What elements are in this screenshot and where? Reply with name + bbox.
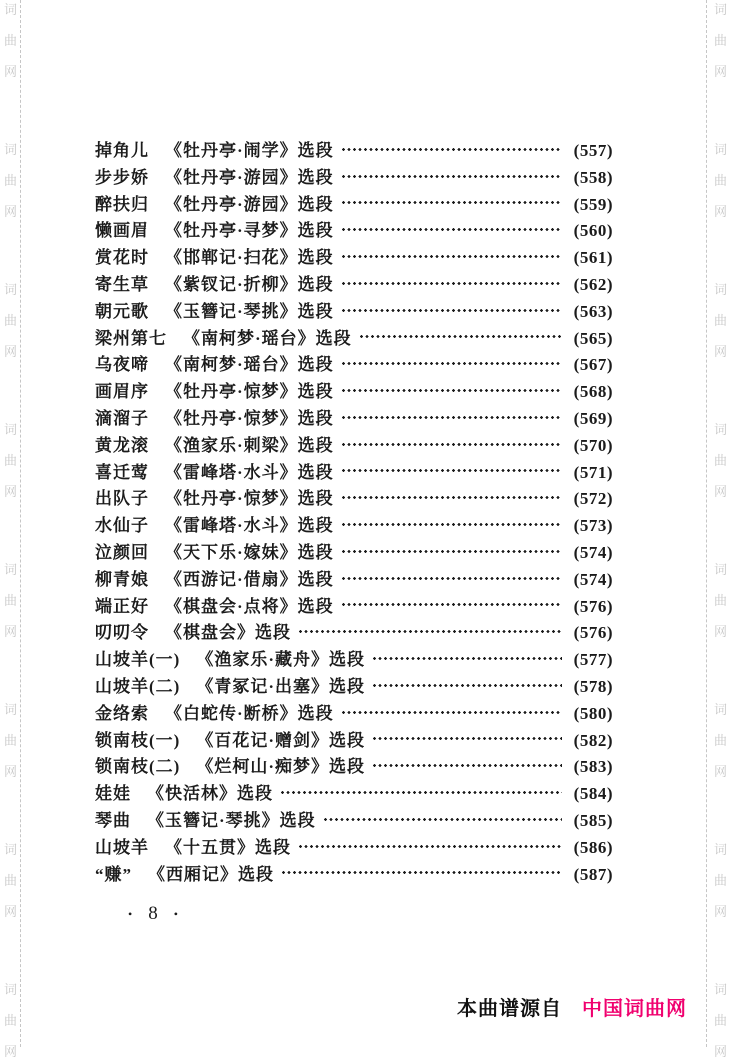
page-number: (558) <box>573 167 613 187</box>
toc-entry <box>95 243 613 270</box>
page-number: (572) <box>573 489 613 509</box>
page-number: (565) <box>573 328 613 348</box>
source-title: 《牡丹亭·游园》选段 <box>165 194 334 214</box>
toc-entry <box>95 645 613 672</box>
toc-entry <box>95 806 613 833</box>
source-title: 《十五贯》选段 <box>165 837 291 857</box>
toc-list <box>95 136 613 886</box>
dot-leader <box>341 280 562 287</box>
tune-name: 出队子 <box>95 489 149 509</box>
watermark-text: 词 <box>4 2 18 17</box>
tune-name: 山坡羊 <box>95 837 149 857</box>
watermark-column-right <box>708 0 730 1059</box>
tune-name: 寄生草 <box>95 274 149 294</box>
watermark-text: 曲 <box>4 173 18 188</box>
toc-entry <box>95 726 613 753</box>
tune-name: 柳青娘 <box>95 569 149 589</box>
toc-entry <box>95 699 613 726</box>
watermark-text: 词 <box>714 982 728 997</box>
tune-name: 锁南枝(一) <box>95 730 181 750</box>
watermark-text: 网 <box>714 344 728 359</box>
watermark-text: 词 <box>714 142 728 157</box>
dot-leader <box>341 146 562 153</box>
source-title: 《玉簪记·琴挑》选段 <box>165 301 334 321</box>
toc-entry <box>95 833 613 860</box>
source-title: 《牡丹亭·闹学》选段 <box>165 141 334 160</box>
page-number: (569) <box>573 408 613 428</box>
watermark-text: 网 <box>4 764 18 779</box>
left-dashed-divider <box>20 0 21 1047</box>
dot-leader <box>341 709 562 716</box>
toc-entry <box>95 458 613 485</box>
tune-name: 乌夜啼 <box>95 355 149 375</box>
page-number: (560) <box>573 221 613 241</box>
watermark-text: 词 <box>4 422 18 437</box>
page-number: (585) <box>573 810 613 830</box>
tune-name: 水仙子 <box>95 516 149 536</box>
toc-entry <box>95 136 613 163</box>
dot-leader <box>341 360 562 367</box>
watermark-text: 词 <box>4 142 18 157</box>
tune-name: 黄龙滚 <box>95 435 149 455</box>
source-title: 《玉簪记·琴挑》选段 <box>147 810 316 830</box>
page-number: (584) <box>573 784 613 804</box>
source-title: 《紫钗记·折柳》选段 <box>165 274 334 294</box>
dot-leader <box>341 441 562 448</box>
toc-entry <box>95 431 613 458</box>
toc-entry <box>95 297 613 324</box>
source-title: 《牡丹亭·惊梦》选段 <box>165 408 334 428</box>
watermark-text: 曲 <box>714 1013 728 1028</box>
source-title: 《西厢记》选段 <box>148 864 274 884</box>
toc-entry <box>95 324 613 351</box>
watermark-column-left <box>0 0 22 1059</box>
credit-prefix: 本曲谱源自 <box>457 998 562 1020</box>
dot-leader <box>298 843 562 850</box>
page-number: (570) <box>573 435 613 455</box>
page-number: (573) <box>573 516 613 536</box>
dot-leader <box>341 414 562 421</box>
source-title: 《雷峰塔·水斗》选段 <box>165 462 334 482</box>
page-number: (577) <box>573 650 613 670</box>
toc-entry <box>95 511 613 538</box>
toc-entry <box>95 672 613 699</box>
page-number: (561) <box>573 248 613 268</box>
source-title: 《西游记·借扇》选段 <box>165 569 334 589</box>
watermark-text: 曲 <box>4 1013 18 1028</box>
watermark-text: 词 <box>714 422 728 437</box>
dot-leader <box>372 762 562 769</box>
tune-name: 步步娇 <box>95 167 149 187</box>
dot-leader <box>341 173 562 180</box>
watermark-text: 曲 <box>714 873 728 888</box>
watermark-text: 词 <box>4 982 18 997</box>
tune-name: 叨叨令 <box>95 623 149 643</box>
source-title: 《棋盘会》选段 <box>165 623 291 643</box>
watermark-text: 曲 <box>714 593 728 608</box>
page-number: (568) <box>573 382 613 402</box>
toc-entry <box>95 779 613 806</box>
dot-leader <box>341 199 562 206</box>
page-number: (578) <box>573 676 613 696</box>
watermark-text: 词 <box>714 2 728 17</box>
dot-leader <box>323 816 562 823</box>
tune-name: 山坡羊(二) <box>95 676 181 696</box>
page-number: (583) <box>573 757 613 777</box>
toc-entry <box>95 860 613 887</box>
source-title: 《棋盘会·点将》选段 <box>165 596 334 616</box>
page-number: (567) <box>573 355 613 375</box>
watermark-text: 曲 <box>714 453 728 468</box>
folio <box>128 903 178 925</box>
toc-entry <box>95 350 613 377</box>
watermark-text: 网 <box>714 904 728 919</box>
dot-leader <box>341 601 562 608</box>
source-title: 《南柯梦·瑶台》选段 <box>165 355 334 375</box>
dot-leader <box>341 387 562 394</box>
credit-site-name: 中国词曲网 <box>582 998 687 1020</box>
watermark-text: 曲 <box>4 33 18 48</box>
watermark-text: 网 <box>714 1044 728 1059</box>
toc-entry <box>95 618 613 645</box>
watermark-text: 词 <box>714 702 728 717</box>
tune-name: 金络索 <box>95 703 149 723</box>
folio-left-dot: • <box>128 906 133 921</box>
toc-entry <box>95 190 613 217</box>
dot-leader <box>280 789 562 796</box>
dot-leader <box>372 655 562 662</box>
page-number: (557) <box>573 141 613 160</box>
source-title: 《邯郸记·扫花》选段 <box>165 248 334 268</box>
source-title: 《白蛇传·断桥》选段 <box>165 703 334 723</box>
page-number: (574) <box>573 542 613 562</box>
tune-name: 梁州第七 <box>95 328 167 348</box>
dot-leader <box>359 333 562 340</box>
dot-leader <box>372 735 562 742</box>
page-number: (574) <box>573 569 613 589</box>
tune-name: 醉扶归 <box>95 194 149 214</box>
tune-name: 掉角儿 <box>95 141 149 160</box>
toc-entry <box>95 377 613 404</box>
source-title: 《渔家乐·藏舟》选段 <box>196 650 365 670</box>
toc-entry <box>95 216 613 243</box>
right-dashed-divider <box>706 0 707 1047</box>
watermark-text: 曲 <box>4 313 18 328</box>
dot-leader <box>341 467 562 474</box>
tune-name: 懒画眉 <box>95 221 149 241</box>
tune-name: 画眉序 <box>95 382 149 402</box>
watermark-text: 曲 <box>714 313 728 328</box>
page-number: (580) <box>573 703 613 723</box>
watermark-text: 网 <box>4 624 18 639</box>
source-title: 《快活林》选段 <box>147 784 273 804</box>
watermark-text: 网 <box>714 204 728 219</box>
watermark-text: 曲 <box>714 33 728 48</box>
watermark-text: 词 <box>714 562 728 577</box>
tune-name: 山坡羊(一) <box>95 650 181 670</box>
dot-leader <box>341 253 562 260</box>
tune-name: “赚” <box>95 864 132 884</box>
folio-number: 8 <box>148 903 158 924</box>
dot-leader <box>281 869 562 876</box>
tune-name: 赏花时 <box>95 248 149 268</box>
watermark-text: 词 <box>714 842 728 857</box>
watermark-text: 曲 <box>714 733 728 748</box>
watermark-text: 网 <box>4 904 18 919</box>
watermark-text: 曲 <box>4 733 18 748</box>
page-number: (559) <box>573 194 613 214</box>
toc-entry <box>95 538 613 565</box>
folio-right-dot: • <box>173 906 178 921</box>
dot-leader <box>341 494 562 501</box>
dot-leader <box>341 521 562 528</box>
page-number: (587) <box>573 864 613 884</box>
tune-name: 锁南枝(二) <box>95 757 181 777</box>
page-number: (563) <box>573 301 613 321</box>
source-title: 《百花记·赠剑》选段 <box>196 730 365 750</box>
toc-entry <box>95 484 613 511</box>
watermark-text: 词 <box>4 282 18 297</box>
source-title: 《渔家乐·刺梁》选段 <box>165 435 334 455</box>
tune-name: 滴溜子 <box>95 408 149 428</box>
page-number: (576) <box>573 596 613 616</box>
watermark-text: 网 <box>714 764 728 779</box>
dot-leader <box>341 575 562 582</box>
tune-name: 娃娃 <box>95 784 131 804</box>
source-title: 《牡丹亭·寻梦》选段 <box>165 221 334 241</box>
toc-entry <box>95 270 613 297</box>
toc-entry <box>95 592 613 619</box>
watermark-text: 网 <box>4 204 18 219</box>
tune-name: 朝元歌 <box>95 301 149 321</box>
watermark-text: 词 <box>4 842 18 857</box>
toc-entry <box>95 752 613 779</box>
watermark-text: 网 <box>714 484 728 499</box>
source-title: 《雷峰塔·水斗》选段 <box>165 516 334 536</box>
watermark-text: 网 <box>4 64 18 79</box>
dot-leader <box>372 682 562 689</box>
source-title: 《牡丹亭·游园》选段 <box>165 167 334 187</box>
watermark-text: 词 <box>714 282 728 297</box>
source-title: 《牡丹亭·惊梦》选段 <box>165 382 334 402</box>
dot-leader <box>341 226 562 233</box>
page-number: (576) <box>573 623 613 643</box>
tune-name: 泣颜回 <box>95 542 149 562</box>
source-title: 《青冢记·出塞》选段 <box>196 676 365 696</box>
source-title: 《牡丹亭·惊梦》选段 <box>165 489 334 509</box>
watermark-text: 词 <box>4 562 18 577</box>
source-title: 《天下乐·嫁妹》选段 <box>165 542 334 562</box>
page-number: (571) <box>573 462 613 482</box>
source-title: 《烂柯山·痴梦》选段 <box>196 757 365 777</box>
dot-leader <box>298 628 562 635</box>
watermark-text: 网 <box>4 484 18 499</box>
tune-name: 喜迁莺 <box>95 462 149 482</box>
watermark-text: 曲 <box>714 173 728 188</box>
watermark-text: 网 <box>714 64 728 79</box>
page-number: (582) <box>573 730 613 750</box>
watermark-text: 曲 <box>4 453 18 468</box>
watermark-text: 曲 <box>4 873 18 888</box>
tune-name: 琴曲 <box>95 810 131 830</box>
source-title: 《南柯梦·瑶台》选段 <box>183 328 352 348</box>
credit-line <box>457 992 687 1021</box>
watermark-text: 网 <box>4 344 18 359</box>
toc-entry <box>95 404 613 431</box>
toc-entry <box>95 163 613 190</box>
watermark-text: 曲 <box>4 593 18 608</box>
page-number: (562) <box>573 274 613 294</box>
dot-leader <box>341 307 562 314</box>
page-number: (586) <box>573 837 613 857</box>
toc-entry <box>95 565 613 592</box>
watermark-text: 网 <box>714 624 728 639</box>
tune-name: 端正好 <box>95 596 149 616</box>
dot-leader <box>341 548 562 555</box>
watermark-text: 网 <box>4 1044 18 1059</box>
watermark-text: 词 <box>4 702 18 717</box>
